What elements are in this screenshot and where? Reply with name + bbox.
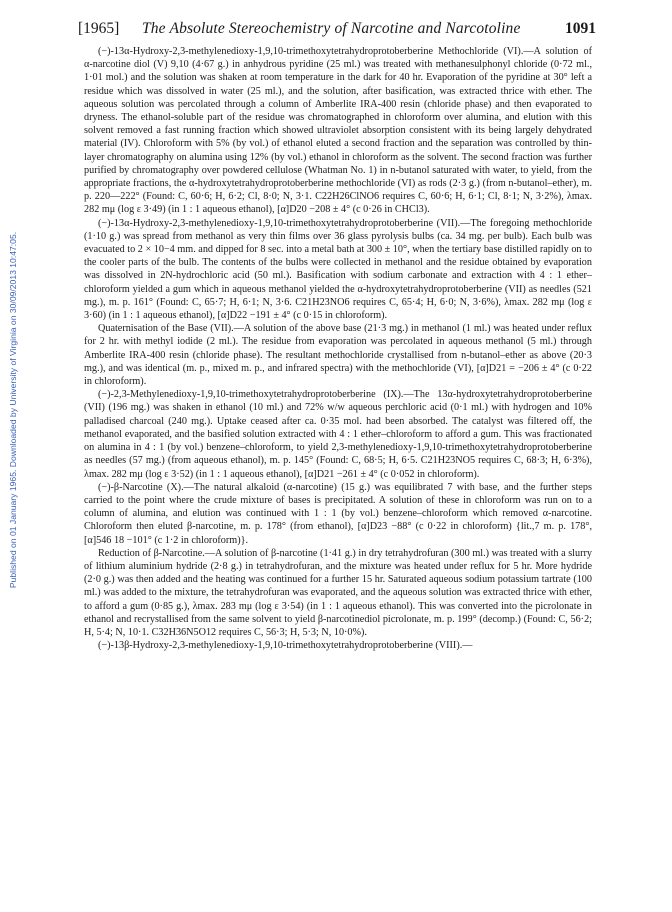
paragraph: (−)-13β-Hydroxy-2,3-methylenedioxy-1,9,10-trimethoxytetrahydroprotoberberine (VIII).— bbox=[98, 640, 473, 652]
paragraph: Reduction of β-Narcotine.—A solution of β-narcotine (1·41 g.) in dry tetrahydrofuran (300 ml.) was treated with a slurry of lithium aluminium hydride (2·8 g.) in tetrahydrofuran, and the mixture was heated under reflux for 5 hr. More hydride (2·0 g.) was then added and the heating was continued for a further 15 hr. Saturated aqueous sodium potassium tartrate (100 ml.) was added to the mixture, the tetrahydrofuran was evaporated, and the aqueous solution was extracted thrice with ether, to afford a gum (0·85 g.), λmax. 283 mμ (log ε 3·54) (in 1 : 1 aqueous ethanol). This was converted into the picrolonate in ethanol and recrystallised from the same solvent to yield β-narcotinediol picrolonate, m. p. 199° (decomp.) (Found: C, 56·2; H, 5·4; N, 10·1. C32H36N5O12 requires C, 56·3; H, 5·3; N, 10·0%). bbox=[84, 547, 592, 638]
paragraph: (−)-β-Narcotine (X).—The natural alkaloid (α-narcotine) (15 g.) was equilibrated 7 with base, and the further steps carried to the point where the crude mixture of bases is precipitated. A solution of these in chloroform was run on to a column of alumina, and elution was continued with 1 : 1 (by vol.) benzene–chloroform which removed α-narcotine. Chloroform then eluted β-narcotine, m. p. 178° (from ethanol), [α]D23 −88° (c 0·22 in chloroform) {lit.,7 m. p. 178°, [α]546 18 −101° (c 1·2 in chloroform)}. bbox=[84, 481, 592, 546]
paragraph: (−)-13α-Hydroxy-2,3-methylenedioxy-1,9,10-trimethoxytetrahydroprotoberberine (VII).—The foregoing methochloride (1·10 g.) was spread from methanol as very thin films over 36 glass pyrolysis bulbs (ca. 34 mg. per bulb). Each bulb was evacuated to 2 × 10−4 mm. and dipped for 8 sec. into a metal bath at 300 ± 10°, when the tertiary base distilled rapidly on to the cooler parts of the bulb. The contents of the bulbs were collected in methanol and the residue obtained by evaporation was dissolved in 2N-hydrochloric acid (50 ml.). Basification with sodium carbonate and extraction with 4 : 1 ether–chloroform yielded a gum which in aqueous methanol yielded the α-hydroxytetrahydroprotoberberine (VII) as needles (521 mg.), m. p. 161° (Found: C, 65·7; H, 6·1; N, 3·6. C21H23NO6 requires C, 65·4; H, 6·0; N, 3·6%), λmax. 282 mμ (log ε 3·60) (in 1 : 1 aqueous ethanol), [α]D22 −191 ± 4° (c 0·15 in chloroform). bbox=[84, 217, 592, 322]
header-year: [1965] bbox=[78, 20, 120, 37]
paragraph: (−)-13α-Hydroxy-2,3-methylenedioxy-1,9,10-trimethoxytetrahydroprotoberberine Methochloride (VI).—A solution of α-narcotine diol (V) 9,10 (4·67 g.) in anhydrous pyridine (25 ml.) was treated with methanesulphonyl chloride (0·72 ml., 1·01 mol.) and the solution was shaken at room temperature in the dark for 40 hr. Evaporation of the pyridine at 30° left a residue which was dissolved in water (25 ml.), and the solution, after basification, was extracted thrice with ether. The aqueous solution was percolated through a column of Amberlite IRA-400 resin (chloride phase) and then evaporated to dryness. The ethanol-soluble part of the residue was chromatographed in chloroform over alumina, and elution with this solvent removed a fast running fraction which showed ultraviolet absorption consistent with its being largely dehydrated material (IV). Chloroform with 5% (by vol.) of ethanol eluted a second fraction and the separation was controlled by thin-layer chromatography on alumina using 12% (by vol.) ethanol in chloroform as the solvent. The second fraction was further purified by chromatography over powdered cellulose (Whatman No. 1) in n-butanol saturated with water, to yield, from the appropriate fractions, the α-hydroxytetrahydroprotoberberine methochloride (VI) as rods (2·3 g.) (from n-butanol–ether), m. p. 220—222° (Found: C, 60·6; H, 6·2; Cl, 8·0; N, 3·1. C22H26ClNO6 requires C, 60·6; H, 6·1; Cl, 8·1; N, 3·2%), λmax. 282 mμ (log ε 3·49) (in 1 : 1 aqueous ethanol), [α]D20 −208 ± 4° (c 0·26 in CHCl3). bbox=[84, 46, 592, 216]
paragraph: Quaternisation of the Base (VII).—A solution of the above base (21·3 mg.) in methanol (1 ml.) was heated under reflux for 2 hr. with methyl iodide (2 ml.). The residue from evaporation was percolated in aqueous methanol (5 ml.) through Amberlite IRA-400 resin (chloride phase). The resultant methochloride crystallised from n-butanol–ether as above (20·3 mg.), and was identical (m. p., mixed m. p., and infrared spectra) with the methochloride (VI), [α]D21 = −206 ± 4° (c 0·22 in chloroform). bbox=[84, 323, 592, 388]
header-title: The Absolute Stereochemistry of Narcotine and Narcotoline bbox=[142, 20, 521, 37]
page-number: 1091 bbox=[565, 20, 596, 37]
paragraph: (−)-2,3-Methylenedioxy-1,9,10-trimethoxytetrahydroprotoberberine (IX).—The 13α-hydroxytetrahydroprotoberberine (VII) (196 mg.) was shaken in ethanol (10 ml.) and 72% w/w aqueous perchloric acid (0·1 ml.) with hydrogen and 10% palladised charcoal (240 mg.). Uptake ceased after ca. 0·35 mol. had been absorbed. The catalyst was filtered off, the methanol evaporated, and the basified solution extracted with 4 : 1 ether–chloroform to afford a gum. This was fractionated on alumina in 4 : 1 (by vol.) benzene–chloroform, to yield 2,3-methylenedioxy-1,9,10-trimethoxytetrahydroprotoberberine as needles (57 mg.) (from aqueous ethanol), m. p. 145° (Found: C, 68·5; H, 6·5. C21H23NO5 requires C, 68·3; H, 6·3%), λmax. 282 mμ (log ε 3·52) (in 1 : 1 aqueous ethanol), [α]D21 −261 ± 4° (c 0·052 in chloroform). bbox=[84, 389, 592, 480]
page-header bbox=[78, 20, 596, 42]
article-body bbox=[84, 45, 592, 652]
publication-side-note bbox=[6, 150, 20, 670]
side-note-text: Published on 01 January 1965. Downloaded by University of Virginia on 30/09/2013 10:47:05. bbox=[8, 231, 18, 589]
